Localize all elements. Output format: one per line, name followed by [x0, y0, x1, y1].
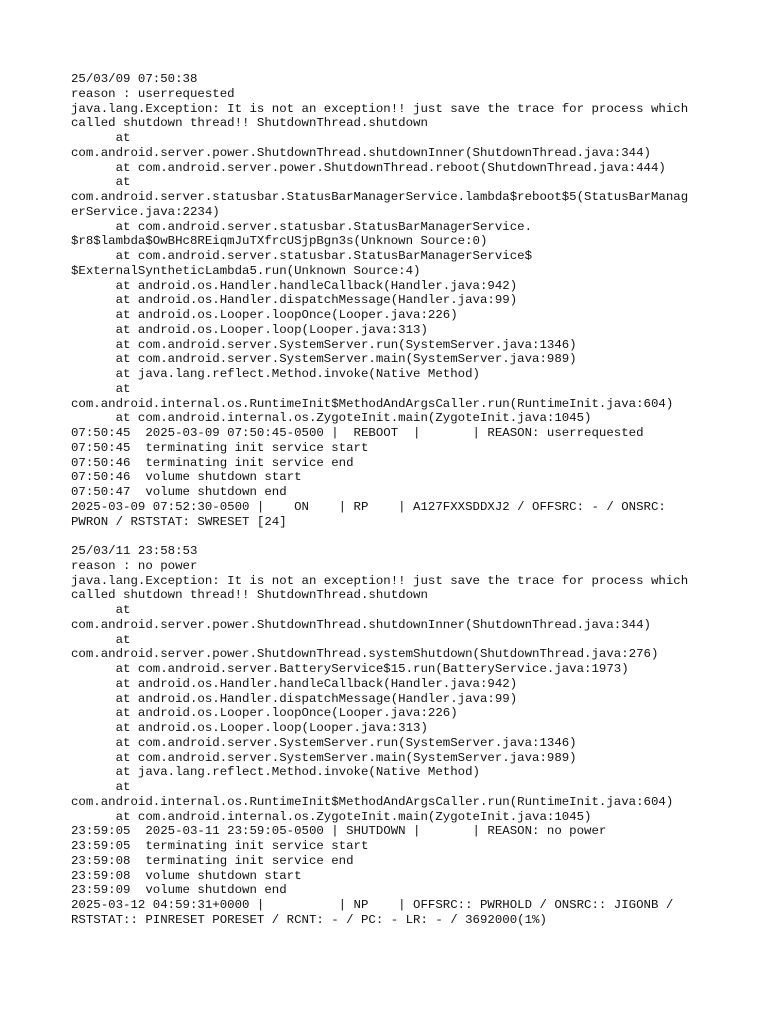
log-line: $r8$lambda$OwBHc8REiqmJuTXfrcUSjpBgn3s(Unknown Source:0)	[71, 234, 488, 249]
log-line: at com.android.server.SystemServer.main(SystemServer.java:989)	[71, 750, 577, 765]
log-line: 23:59:09 volume shutdown end	[71, 883, 287, 898]
log-line: at com.android.internal.os.ZygoteInit.main(ZygoteInit.java:1045)	[71, 411, 592, 426]
log-line: 23:59:05 terminating init service start	[71, 839, 369, 853]
entry-separator	[71, 529, 731, 544]
log-line: 23:59:08 volume shutdown start	[71, 868, 302, 883]
log-line: at com.android.internal.os.ZygoteInit.main(ZygoteInit.java:1045)	[71, 809, 592, 824]
log-line: com.android.internal.os.RuntimeInit$MethodAndArgsCaller.run(RuntimeInit.java:604)	[71, 396, 674, 411]
log-line: reason : no power	[71, 558, 198, 573]
log-line: at com.android.server.statusbar.StatusBarManagerService$	[71, 249, 533, 263]
log-line: 23:59:05 2025-03-11 23:59:05-0500 | SHUTDOWN | | REASON: no power	[71, 824, 607, 839]
log-line: RSTSTAT:: PINRESET PORESET / RCNT: - / PC: - LR: - / 3692000(1%)	[71, 912, 547, 927]
log-line: com.android.server.power.ShutdownThread.systemShutdown(ShutdownThread.java:276)	[71, 647, 659, 662]
log-line: 2025-03-09 07:52:30-0500 | ON | RP | A127FXXSDDXJ2 / OFFSRC: - / ONSRC:	[71, 499, 666, 514]
log-line: at com.android.server.SystemServer.main(SystemServer.java:989)	[71, 352, 577, 367]
log-line: at java.lang.reflect.Method.invoke(Native Method)	[71, 367, 480, 381]
log-line: at	[71, 175, 131, 190]
log-line: at android.os.Looper.loopOnce(Looper.java:226)	[71, 706, 458, 721]
log-line: called shutdown thread!! ShutdownThread.shutdown	[71, 588, 428, 603]
log-line: 07:50:45 2025-03-09 07:50:45-0500 | REBOOT | | REASON: userrequested	[71, 426, 644, 440]
log-line: called shutdown thread!! ShutdownThread.shutdown	[71, 116, 428, 131]
log-line: at com.android.server.BatteryService$15.run(BatteryService.java:1973)	[71, 662, 629, 676]
log-line: at	[71, 780, 131, 794]
log-document	[71, 72, 731, 928]
log-line: at android.os.Looper.loop(Looper.java:313)	[71, 721, 428, 735]
log-line: at android.os.Handler.handleCallback(Handler.java:942)	[71, 278, 518, 293]
log-line: reason : userrequested	[71, 86, 235, 101]
log-line: at android.os.Looper.loop(Looper.java:313)	[71, 322, 428, 337]
log-line: com.android.server.power.ShutdownThread.shutdownInner(ShutdownThread.java:344)	[71, 617, 651, 632]
log-line: at com.android.server.power.ShutdownThread.reboot(ShutdownThread.java:444)	[71, 160, 666, 175]
log-line: at com.android.server.statusbar.StatusBarManagerService.	[71, 219, 533, 234]
log-line: 07:50:46 volume shutdown start	[71, 470, 302, 485]
log-line: at com.android.server.SystemServer.run(SystemServer.java:1346)	[71, 735, 577, 750]
log-line: at android.os.Looper.loopOnce(Looper.java:226)	[71, 308, 458, 322]
log-line: java.lang.Exception: It is not an exception!! just save the trace for process which	[71, 573, 689, 588]
log-line: PWRON / RSTSTAT: SWRESET [24]	[71, 514, 287, 529]
log-line: $ExternalSyntheticLambda5.run(Unknown Source:4)	[71, 263, 421, 278]
log-line: com.android.server.power.ShutdownThread.shutdownInner(ShutdownThread.java:344)	[71, 145, 651, 160]
log-line: com.android.server.statusbar.StatusBarManagerService.lambda$reboot$5(StatusBarManag	[71, 190, 689, 204]
log-line: at android.os.Handler.dispatchMessage(Handler.java:99)	[71, 691, 518, 706]
log-line: at	[71, 632, 131, 647]
log-line: at com.android.server.SystemServer.run(SystemServer.java:1346)	[71, 337, 577, 352]
log-line: java.lang.Exception: It is not an exception!! just save the trace for process which	[71, 101, 689, 116]
log-line: at android.os.Handler.dispatchMessage(Handler.java:99)	[71, 293, 518, 308]
log-line: 25/03/11 23:58:53	[71, 544, 198, 558]
log-entry-reboot	[71, 72, 731, 529]
log-line: at java.lang.reflect.Method.invoke(Native Method)	[71, 765, 480, 780]
log-entry-shutdown	[71, 544, 731, 928]
log-line: at android.os.Handler.handleCallback(Handler.java:942)	[71, 676, 518, 691]
log-line: at	[71, 381, 131, 396]
log-line: 2025-03-12 04:59:31+0000 | | NP | OFFSRC:: PWRHOLD / ONSRC:: JIGONB /	[71, 898, 674, 912]
log-line: 23:59:08 terminating init service end	[71, 853, 354, 868]
log-line: 07:50:46 terminating init service end	[71, 455, 354, 470]
log-line: 25/03/09 07:50:38	[71, 72, 198, 86]
log-line: com.android.internal.os.RuntimeInit$MethodAndArgsCaller.run(RuntimeInit.java:604)	[71, 794, 674, 809]
log-line: at	[71, 603, 131, 617]
log-line: 07:50:47 volume shutdown end	[71, 485, 287, 499]
log-line: 07:50:45 terminating init service start	[71, 440, 369, 455]
log-line: at	[71, 131, 131, 145]
log-line: erService.java:2234)	[71, 204, 220, 219]
